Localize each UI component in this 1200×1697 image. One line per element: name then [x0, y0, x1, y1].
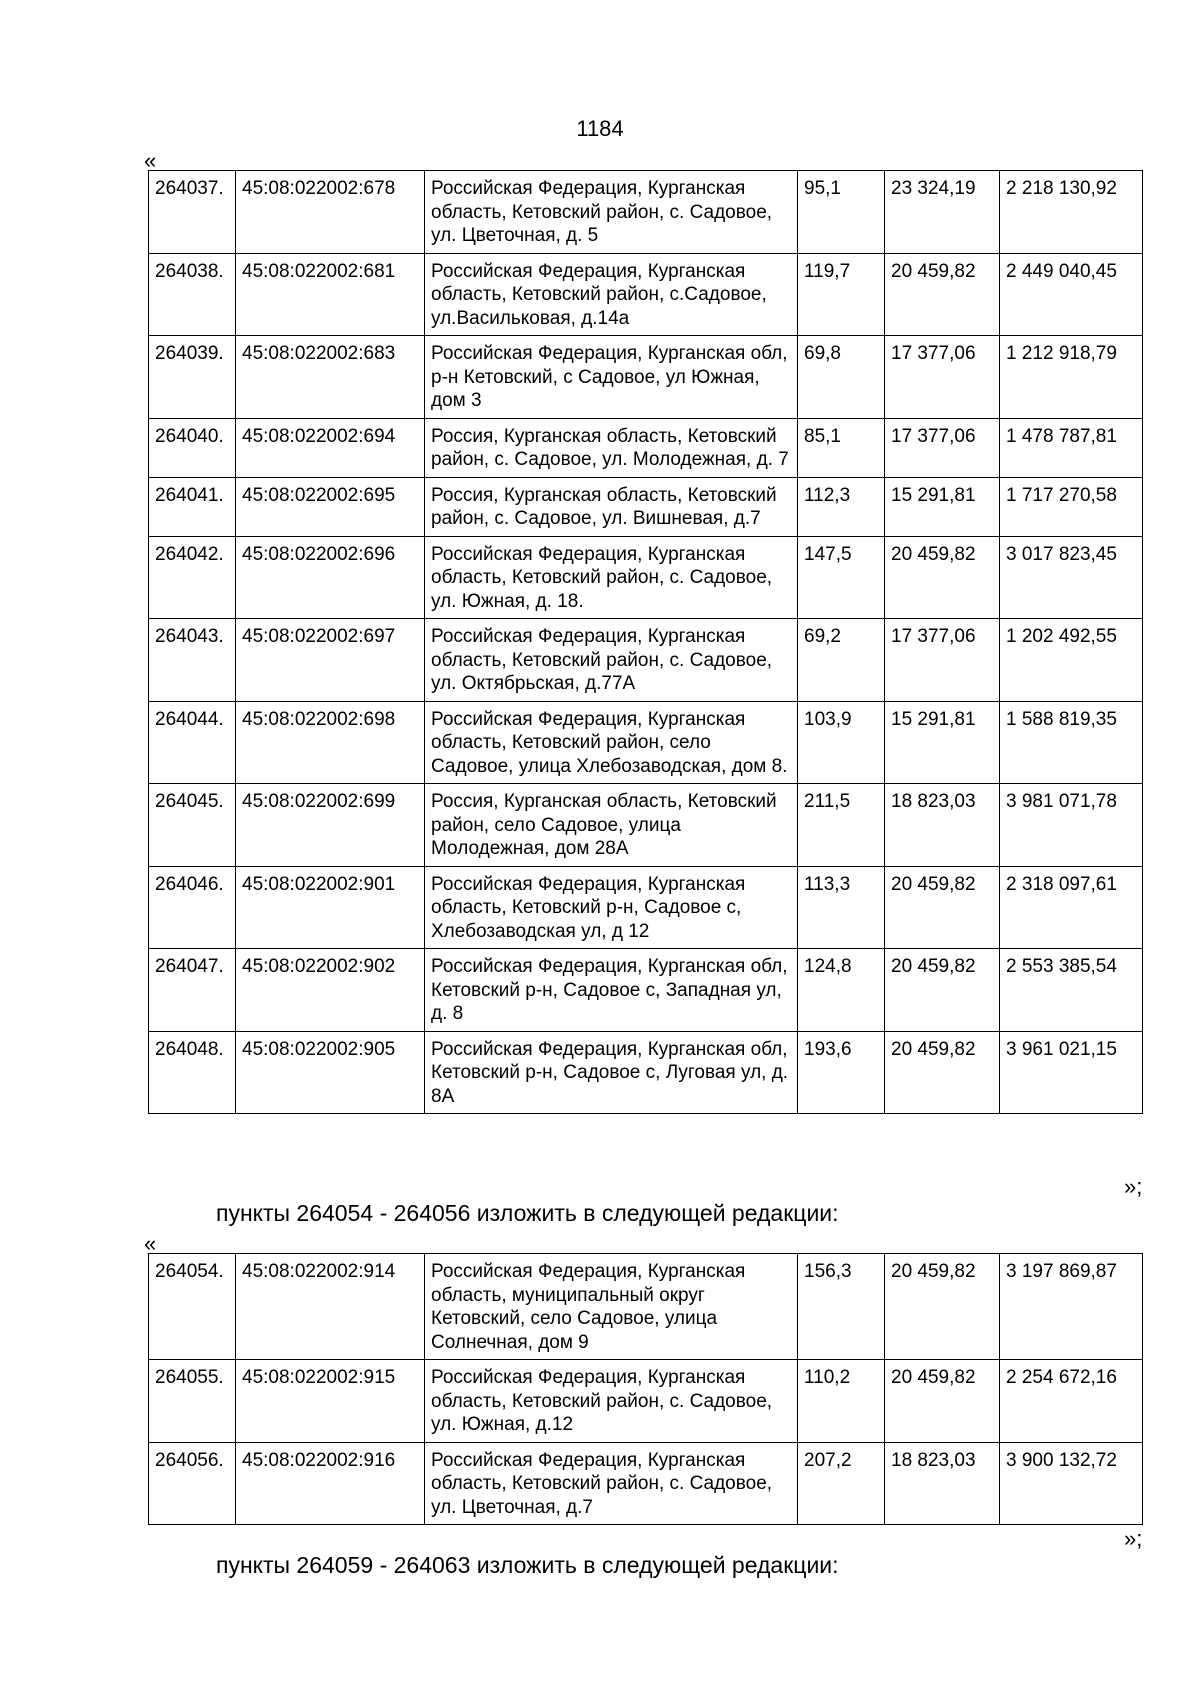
table-row	[149, 418, 1143, 477]
row-number-cell: 264055.	[149, 1360, 236, 1443]
cadastral-value-cell: 2 318 097,61	[1000, 866, 1143, 949]
address-cell: Российская Федерация, Курганская область, муниципальный округ Кетовский, село Садовое, улица Солнечная, дом 9	[425, 1254, 798, 1360]
cadastral-number-cell: 45:08:022002:697	[236, 619, 425, 702]
cadastral-number-cell: 45:08:022002:915	[236, 1360, 425, 1443]
area-cell: 95,1	[798, 171, 885, 254]
cadastral-value-cell: 1 478 787,81	[1000, 418, 1143, 477]
row-number-cell: 264046.	[149, 866, 236, 949]
row-number-cell: 264047.	[149, 949, 236, 1032]
table-row	[149, 1254, 1143, 1360]
address-cell: Российская Федерация, Курганская обл, Кетовский р-н, Садовое с, Луговая ул, д. 8А	[425, 1031, 798, 1114]
table-row	[149, 1031, 1143, 1114]
cadastral-value-cell: 3 981 071,78	[1000, 784, 1143, 867]
unit-price-cell: 20 459,82	[885, 949, 1000, 1032]
instruction-text: пункты 264054 - 264056 изложить в следующей редакции:	[216, 1200, 839, 1226]
cadastral-number-cell: 45:08:022002:695	[236, 477, 425, 536]
area-cell: 113,3	[798, 866, 885, 949]
table-row	[149, 171, 1143, 254]
area-cell: 119,7	[798, 253, 885, 336]
address-cell: Российская Федерация, Курганская область, Кетовский район, с. Садовое, ул. Октябрьская, д.77А	[425, 619, 798, 702]
address-cell: Российская Федерация, Курганская область, Кетовский р-н, Садовое с, Хлебозаводская ул, д 12	[425, 866, 798, 949]
page-number: 1184	[576, 116, 624, 141]
open-quote: «	[144, 148, 157, 173]
address-cell: Российская Федерация, Курганская обл, р-н Кетовский, с Садовое, ул Южная, дом 3	[425, 336, 798, 419]
row-number-cell: 264043.	[149, 619, 236, 702]
table-row	[149, 1442, 1143, 1525]
address-cell: Российская Федерация, Курганская область, Кетовский район, с.Садовое, ул.Васильковая, д.14а	[425, 253, 798, 336]
row-number-cell: 264056.	[149, 1442, 236, 1525]
table-row	[149, 536, 1143, 619]
close-quote: »;	[1124, 1174, 1143, 1199]
area-cell: 193,6	[798, 1031, 885, 1114]
address-cell: Российская Федерация, Курганская область, Кетовский район, с. Садовое, ул. Цветочная, д. 5	[425, 171, 798, 254]
row-number-cell: 264048.	[149, 1031, 236, 1114]
row-number-cell: 264041.	[149, 477, 236, 536]
unit-price-cell: 20 459,82	[885, 536, 1000, 619]
table-row	[149, 336, 1143, 419]
row-number-cell: 264037.	[149, 171, 236, 254]
area-cell: 124,8	[798, 949, 885, 1032]
row-number-cell: 264040.	[149, 418, 236, 477]
address-cell: Россия, Курганская область, Кетовский район, село Садовое, улица Молодежная, дом 28А	[425, 784, 798, 867]
area-cell: 103,9	[798, 701, 885, 784]
cadastral-value-cell: 1 717 270,58	[1000, 477, 1143, 536]
address-cell: Российская Федерация, Курганская область, Кетовский район, село Садовое, улица Хлебозаводская, дом 8.	[425, 701, 798, 784]
instruction-text: пункты 264059 - 264063 изложить в следующей редакции:	[216, 1552, 839, 1578]
open-quote: «	[144, 1231, 157, 1256]
cadastral-value-cell: 2 218 130,92	[1000, 171, 1143, 254]
area-cell: 147,5	[798, 536, 885, 619]
cadastral-number-cell: 45:08:022002:901	[236, 866, 425, 949]
address-cell: Российская Федерация, Курганская обл, Кетовский р-н, Садовое с, Западная ул, д. 8	[425, 949, 798, 1032]
table-row	[149, 866, 1143, 949]
unit-price-cell: 17 377,06	[885, 418, 1000, 477]
unit-price-cell: 20 459,82	[885, 1360, 1000, 1443]
cadastral-number-cell: 45:08:022002:683	[236, 336, 425, 419]
address-cell: Российская Федерация, Курганская область, Кетовский район, с. Садовое, ул. Цветочная, д.7	[425, 1442, 798, 1525]
row-number-cell: 264044.	[149, 701, 236, 784]
cadastral-value-cell: 2 449 040,45	[1000, 253, 1143, 336]
unit-price-cell: 15 291,81	[885, 701, 1000, 784]
property-table-1	[148, 170, 1143, 1114]
unit-price-cell: 20 459,82	[885, 1031, 1000, 1114]
area-cell: 112,3	[798, 477, 885, 536]
address-cell: Россия, Курганская область, Кетовский район, с. Садовое, ул. Молодежная, д. 7	[425, 418, 798, 477]
unit-price-cell: 18 823,03	[885, 1442, 1000, 1525]
cadastral-value-cell: 2 553 385,54	[1000, 949, 1143, 1032]
unit-price-cell: 20 459,82	[885, 866, 1000, 949]
table-row	[149, 701, 1143, 784]
table-row	[149, 253, 1143, 336]
cadastral-number-cell: 45:08:022002:914	[236, 1254, 425, 1360]
row-number-cell: 264042.	[149, 536, 236, 619]
unit-price-cell: 17 377,06	[885, 336, 1000, 419]
address-cell: Россия, Курганская область, Кетовский район, с. Садовое, ул. Вишневая, д.7	[425, 477, 798, 536]
cadastral-number-cell: 45:08:022002:681	[236, 253, 425, 336]
close-quote: »;	[1124, 1526, 1143, 1551]
cadastral-value-cell: 3 017 823,45	[1000, 536, 1143, 619]
table-row	[149, 477, 1143, 536]
cadastral-number-cell: 45:08:022002:694	[236, 418, 425, 477]
unit-price-cell: 15 291,81	[885, 477, 1000, 536]
table-row	[149, 1360, 1143, 1443]
cadastral-number-cell: 45:08:022002:699	[236, 784, 425, 867]
row-number-cell: 264045.	[149, 784, 236, 867]
property-table-2	[148, 1253, 1143, 1525]
cadastral-value-cell: 1 202 492,55	[1000, 619, 1143, 702]
area-cell: 69,8	[798, 336, 885, 419]
row-number-cell: 264038.	[149, 253, 236, 336]
cadastral-number-cell: 45:08:022002:696	[236, 536, 425, 619]
cadastral-value-cell: 2 254 672,16	[1000, 1360, 1143, 1443]
cadastral-value-cell: 3 900 132,72	[1000, 1442, 1143, 1525]
cadastral-value-cell: 1 212 918,79	[1000, 336, 1143, 419]
row-number-cell: 264039.	[149, 336, 236, 419]
unit-price-cell: 17 377,06	[885, 619, 1000, 702]
unit-price-cell: 20 459,82	[885, 1254, 1000, 1360]
unit-price-cell: 18 823,03	[885, 784, 1000, 867]
area-cell: 207,2	[798, 1442, 885, 1525]
cadastral-number-cell: 45:08:022002:698	[236, 701, 425, 784]
cadastral-number-cell: 45:08:022002:678	[236, 171, 425, 254]
cadastral-number-cell: 45:08:022002:916	[236, 1442, 425, 1525]
area-cell: 110,2	[798, 1360, 885, 1443]
area-cell: 156,3	[798, 1254, 885, 1360]
row-number-cell: 264054.	[149, 1254, 236, 1360]
address-cell: Российская Федерация, Курганская область, Кетовский район, с. Садовое, ул. Южная, д. 18.	[425, 536, 798, 619]
cadastral-value-cell: 1 588 819,35	[1000, 701, 1143, 784]
cadastral-number-cell: 45:08:022002:902	[236, 949, 425, 1032]
area-cell: 85,1	[798, 418, 885, 477]
area-cell: 211,5	[798, 784, 885, 867]
area-cell: 69,2	[798, 619, 885, 702]
cadastral-number-cell: 45:08:022002:905	[236, 1031, 425, 1114]
address-cell: Российская Федерация, Курганская область, Кетовский район, с. Садовое, ул. Южная, д.12	[425, 1360, 798, 1443]
unit-price-cell: 23 324,19	[885, 171, 1000, 254]
table-row	[149, 619, 1143, 702]
table-row	[149, 784, 1143, 867]
unit-price-cell: 20 459,82	[885, 253, 1000, 336]
table-row	[149, 949, 1143, 1032]
cadastral-value-cell: 3 961 021,15	[1000, 1031, 1143, 1114]
cadastral-value-cell: 3 197 869,87	[1000, 1254, 1143, 1360]
